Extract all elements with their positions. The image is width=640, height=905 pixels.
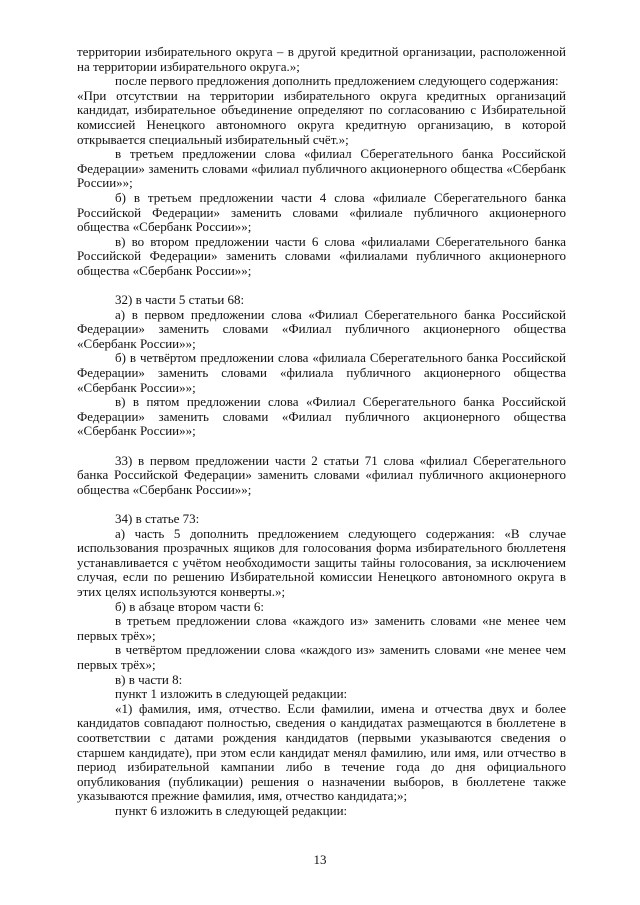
paragraph: б) в третьем предложении части 4 слова «филиале Сберегательного банка Российской Федерации» заменить словами «филиале публичного акционерного общества «Сбербанк России»»; [77,189,566,235]
paragraph: в третьем предложении слова «филиал Сберегательного банка Российской Федерации» заменить словами «филиал публичного акционерного общества «Сбербанк России»»; [77,146,566,191]
paragraph: в) в пятом предложении слова «Филиал Сберегательного банка Российской Федерации» заменить словами «Филиал публичного акционерного общества «Сбербанк России»»; [77,394,566,439]
paragraph: в четвёртом предложении слова «каждого из» заменить словами «не менее чем первых трёх»; [77,642,566,672]
paragraph: а) в первом предложении слова «Филиал Сберегательного банка Российской Федерации» заменить словами «Филиал публичного акционерного общества «Сбербанк России»»; [77,306,566,351]
page-number: 13 [313,852,327,867]
paragraph: 32) в части 5 статьи 68: [115,292,245,308]
paragraph: пункт 1 изложить в следующей редакции: [115,686,348,702]
paragraph: а) часть 5 дополнить предложением следующего содержания: «В случае использования прозрачных ящиков для голосования форма избирательного бюллетеня устанавливается с учётом необходимости защиты тайны голосования, за исключением случая, если по решению Избирательной комиссии Ненецкого автономного округа в этих целях используются конверты.»; [77,525,566,599]
paragraph: территории избирательного округа – в другой кредитной организации, расположенной на территории избирательного округа.»; [77,44,566,74]
paragraph: 34) в статье 73: [115,511,200,526]
document-body [77,45,566,818]
paragraph: в) во втором предложении части 6 слова «филиалами Сберегательного банка Российской Федерации» заменить словами «филиалами публичного акционерного общества «Сбербанк России»»; [77,233,566,278]
paragraph: 33) в первом предложении части 2 статьи 71 слова «филиал Сберегательного банка Российской Федерации» заменить словами «филиал публичного акционерного общества «Сбербанк России»»; [77,452,566,497]
paragraph: в) в части 8: [115,671,183,687]
paragraph: б) в абзаце втором части 6: [115,598,264,614]
paragraph: в третьем предложении слова «каждого из» заменить словами «не менее чем первых трёх»; [77,613,566,643]
paragraph: пункт 6 изложить в следующей редакции: [115,802,348,818]
paragraph: б) в четвёртом предложении слова «филиала Сберегательного банка Российской Федерации» заменить словами «филиала публичного акционерного общества «Сбербанк России»»; [77,350,566,395]
paragraph: «1) фамилия, имя, отчество. Если фамилии, имена и отчества двух и более кандидатов совпадают полностью, сведения о кандидатах размещаются в бюллетене в соответствии с датами рождения кандидатов (первыми указываются сведения о старшем кандидате), при этом если кандидат менял фамилию, или имя, или отчество в период избирательной кампании либо в течение года до дня официального опубликования (публикации) решения о назначении выборов, в бюллетене также указываются прежние фамилия, имя, отчество кандидата;»; [77,700,566,804]
paragraph: «При отсутствии на территории избирательного округа кредитных организаций кандидат, избирательное объединение определяют по согласованию с Избирательной комиссией Ненецкого автономного округа кредитную организацию, в которой открывается специальный избирательный счёт.»; [77,87,566,147]
paragraph: после первого предложения дополнить предложением следующего содержания: [115,73,559,89]
